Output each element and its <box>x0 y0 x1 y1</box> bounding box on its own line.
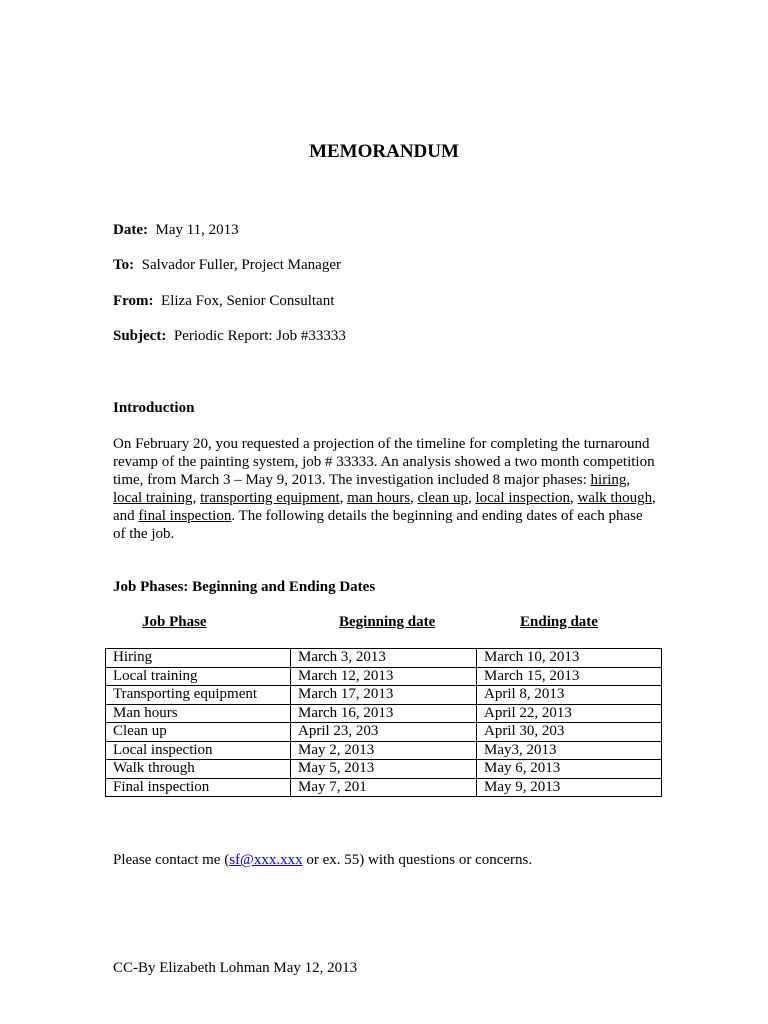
to-label: To: <box>113 257 135 273</box>
cell-begin: March 17, 2013 <box>291 686 477 705</box>
separator: , <box>626 472 631 488</box>
cell-phase: Local inspection <box>106 741 291 760</box>
cell-phase: Final inspection <box>106 778 291 797</box>
introduction-heading: Introduction <box>113 400 195 416</box>
cell-end: April 22, 2013 <box>477 704 662 723</box>
cell-begin: March 12, 2013 <box>291 667 477 686</box>
cell-end: May3, 2013 <box>477 741 662 760</box>
separator: , <box>410 490 418 506</box>
separator: , <box>339 490 348 506</box>
to-line <box>113 256 341 274</box>
separator: , <box>570 490 578 506</box>
subject-value: Periodic Report: Job #33333 <box>173 328 346 344</box>
intro-text-end: . The following details the beginning and ending dates of each phase of the job. <box>113 508 643 542</box>
table-row <box>106 704 662 723</box>
contact-suffix: or ex. 55) with questions or concerns. <box>302 852 533 868</box>
cell-phase: Local training <box>106 667 291 686</box>
contact-email-link[interactable]: sf@xxx.xxx <box>229 852 303 868</box>
cell-phase: Transporting equipment <box>106 686 291 705</box>
cell-begin: March 3, 2013 <box>291 649 477 668</box>
table-row <box>106 741 662 760</box>
date-line <box>113 221 239 239</box>
to-value: Salvador Fuller, Project Manager <box>141 257 341 273</box>
cell-end: March 10, 2013 <box>477 649 662 668</box>
cell-begin: March 16, 2013 <box>291 704 477 723</box>
date-value: May 11, 2013 <box>155 222 239 238</box>
phase-link-walk-though: walk though <box>577 490 653 506</box>
phase-link-local-inspection: local inspection <box>475 490 570 506</box>
cell-end: May 6, 2013 <box>477 760 662 779</box>
from-value: Eliza Fox, Senior Consultant <box>161 293 335 309</box>
from-label: From: <box>113 293 154 309</box>
table-row <box>106 649 662 668</box>
table-row <box>106 723 662 742</box>
column-header-job-phase: Job Phase <box>142 614 207 630</box>
cell-end: May 9, 2013 <box>477 778 662 797</box>
separator-and: , and <box>113 490 656 524</box>
cell-phase: Walk through <box>106 760 291 779</box>
cell-phase: Man hours <box>106 704 291 723</box>
introduction-paragraph <box>113 435 658 543</box>
phase-link-man-hours: man hours <box>347 490 411 506</box>
table-row <box>106 778 662 797</box>
separator: , <box>192 490 201 506</box>
table-row <box>106 667 662 686</box>
cell-begin: May 7, 201 <box>291 778 477 797</box>
column-header-beginning-date: Beginning date <box>339 614 436 630</box>
separator: , <box>467 490 476 506</box>
cell-begin: May 5, 2013 <box>291 760 477 779</box>
contact-line <box>113 851 532 869</box>
memo-title: MEMORANDUM <box>309 141 459 162</box>
footer-credit: CC-By Elizabeth Lohman May 12, 2013 <box>113 960 358 976</box>
subject-label: Subject: <box>113 328 167 344</box>
cell-phase: Hiring <box>106 649 291 668</box>
cell-begin: April 23, 203 <box>291 723 477 742</box>
table-row <box>106 686 662 705</box>
phases-table <box>105 648 662 797</box>
cell-begin: May 2, 2013 <box>291 741 477 760</box>
cell-end: March 15, 2013 <box>477 667 662 686</box>
table-row <box>106 760 662 779</box>
cell-end: April 30, 203 <box>477 723 662 742</box>
date-label: Date: <box>113 222 148 238</box>
subject-line <box>113 327 346 345</box>
phase-link-transporting-equipment: transporting equipment <box>200 490 340 506</box>
phase-link-final-inspection: final inspection <box>138 508 232 524</box>
contact-prefix: Please contact me ( <box>113 852 230 868</box>
phase-link-clean-up: clean up <box>417 490 468 506</box>
phase-link-hiring: hiring <box>590 472 627 488</box>
cell-phase: Clean up <box>106 723 291 742</box>
phase-link-local-training: local training <box>113 490 193 506</box>
phases-heading: Job Phases: Beginning and Ending Dates <box>113 579 376 595</box>
intro-text-start: On February 20, you requested a projection of the timeline for completing the turnaround revamp of the painting system, job # 33333. An analysis showed a two month competition time, from March 3 – May 9, 2013. The investigation included 8 major phases: <box>113 436 655 488</box>
column-header-ending-date: Ending date <box>520 614 598 630</box>
cell-end: April 8, 2013 <box>477 686 662 705</box>
from-line <box>113 292 334 310</box>
